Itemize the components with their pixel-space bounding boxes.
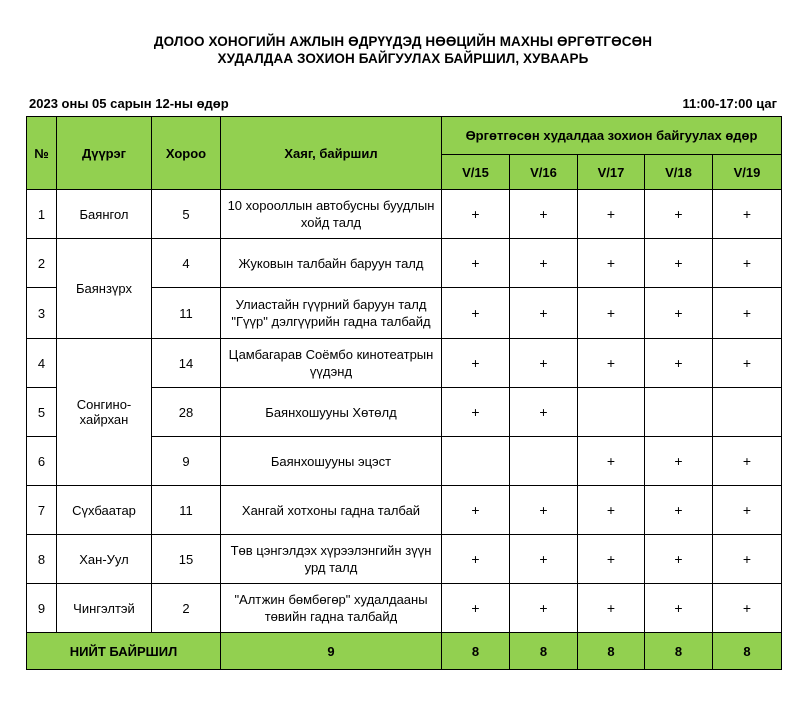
table-row	[27, 486, 782, 535]
day-cell: +	[510, 339, 578, 388]
date-label: 2023 оны 05 сарын 12-ны өдөр	[29, 96, 229, 111]
day-cell: +	[578, 190, 645, 239]
day-cell	[578, 388, 645, 437]
schedule-table	[26, 116, 782, 670]
table-row	[27, 239, 782, 288]
day-cell: +	[510, 388, 578, 437]
khoroo-cell: 14	[152, 339, 221, 388]
day-cell: +	[510, 486, 578, 535]
address-cell: Төв цэнгэлдэх хүрээлэнгийн зүүн урд талд	[221, 535, 442, 584]
header-khoroo: Хороо	[152, 117, 221, 190]
day-cell: +	[442, 339, 510, 388]
address-cell: Баянхошууны Хөтөлд	[221, 388, 442, 437]
khoroo-cell: 28	[152, 388, 221, 437]
header-day: V/15	[442, 155, 510, 190]
address-cell: "Алтжин бөмбөгөр" худалдааны төвийн гадна талбайд	[221, 584, 442, 633]
header-district: Дүүрэг	[57, 117, 152, 190]
day-cell: +	[578, 437, 645, 486]
khoroo-cell: 15	[152, 535, 221, 584]
header-no: №	[27, 117, 57, 190]
khoroo-cell: 2	[152, 584, 221, 633]
total-count: 9	[221, 633, 442, 670]
district-cell: Баянзүрх	[57, 239, 152, 339]
district-cell: Баянгол	[57, 190, 152, 239]
header-day: V/17	[578, 155, 645, 190]
day-cell: +	[510, 535, 578, 584]
total-row	[27, 633, 782, 670]
row-number: 1	[27, 190, 57, 239]
address-cell: Цамбагарав Соёмбо кинотеатрын үүдэнд	[221, 339, 442, 388]
day-cell: +	[645, 190, 713, 239]
day-cell: +	[645, 486, 713, 535]
district-cell: Сүхбаатар	[57, 486, 152, 535]
day-cell: +	[713, 239, 782, 288]
header-days-group: Өргөтгөсөн худалдаа зохион байгуулах өдөр	[442, 117, 782, 155]
khoroo-cell: 5	[152, 190, 221, 239]
khoroo-cell: 11	[152, 486, 221, 535]
district-cell: Хан-Уул	[57, 535, 152, 584]
address-cell: Баянхошууны эцэст	[221, 437, 442, 486]
row-number: 9	[27, 584, 57, 633]
day-cell: +	[442, 535, 510, 584]
day-cell	[442, 437, 510, 486]
row-number: 2	[27, 239, 57, 288]
khoroo-cell: 11	[152, 288, 221, 339]
address-cell: Хангай хотхоны гадна талбай	[221, 486, 442, 535]
total-day: 8	[713, 633, 782, 670]
table-row	[27, 584, 782, 633]
day-cell: +	[713, 437, 782, 486]
day-cell: +	[578, 486, 645, 535]
day-cell: +	[645, 584, 713, 633]
row-number: 7	[27, 486, 57, 535]
total-day: 8	[442, 633, 510, 670]
day-cell: +	[442, 190, 510, 239]
row-number: 5	[27, 388, 57, 437]
document-title	[0, 33, 806, 67]
day-cell: +	[713, 339, 782, 388]
day-cell	[713, 388, 782, 437]
day-cell: +	[713, 288, 782, 339]
total-label: НИЙТ БАЙРШИЛ	[27, 633, 221, 670]
time-label: 11:00-17:00 цаг	[682, 96, 777, 111]
row-number: 8	[27, 535, 57, 584]
day-cell: +	[510, 584, 578, 633]
day-cell: +	[442, 288, 510, 339]
table-row	[27, 339, 782, 388]
table-row	[27, 535, 782, 584]
day-cell: +	[713, 535, 782, 584]
day-cell: +	[510, 239, 578, 288]
address-cell: Улиастайн гүүрний баруун талд "Гүүр" дэлгүүрийн гадна талбайд	[221, 288, 442, 339]
khoroo-cell: 4	[152, 239, 221, 288]
day-cell	[510, 437, 578, 486]
header-day: V/19	[713, 155, 782, 190]
title-line-1: ДОЛОО ХОНОГИЙН АЖЛЫН ӨДРҮҮДЭД НӨӨЦИЙН МАХНЫ ӨРГӨТГӨСӨН	[153, 34, 653, 49]
header-address: Хаяг, байршил	[221, 117, 442, 190]
title-line-2: ХУДАЛДАА ЗОХИОН БАЙГУУЛАХ БАЙРШИЛ, ХУВААРЬ	[217, 51, 589, 66]
total-day: 8	[645, 633, 713, 670]
day-cell: +	[645, 339, 713, 388]
day-cell: +	[645, 239, 713, 288]
day-cell: +	[510, 288, 578, 339]
day-cell: +	[578, 239, 645, 288]
row-number: 3	[27, 288, 57, 339]
day-cell: +	[713, 190, 782, 239]
day-cell: +	[645, 535, 713, 584]
khoroo-cell: 9	[152, 437, 221, 486]
day-cell: +	[713, 584, 782, 633]
day-cell: +	[645, 288, 713, 339]
day-cell: +	[713, 486, 782, 535]
row-number: 4	[27, 339, 57, 388]
day-cell: +	[578, 535, 645, 584]
header-day: V/16	[510, 155, 578, 190]
row-number: 6	[27, 437, 57, 486]
day-cell: +	[442, 239, 510, 288]
day-cell	[645, 388, 713, 437]
day-cell: +	[578, 339, 645, 388]
total-day: 8	[510, 633, 578, 670]
address-cell: Жуковын талбайн баруун талд	[221, 239, 442, 288]
day-cell: +	[645, 437, 713, 486]
day-cell: +	[510, 190, 578, 239]
address-cell: 10 хорооллын автобусны буудлын хойд талд	[221, 190, 442, 239]
day-cell: +	[442, 486, 510, 535]
district-cell: Сонгино-хайрхан	[57, 339, 152, 486]
day-cell: +	[578, 288, 645, 339]
total-day: 8	[578, 633, 645, 670]
table-row	[27, 190, 782, 239]
day-cell: +	[578, 584, 645, 633]
header-day: V/18	[645, 155, 713, 190]
district-cell: Чингэлтэй	[57, 584, 152, 633]
day-cell: +	[442, 388, 510, 437]
day-cell: +	[442, 584, 510, 633]
